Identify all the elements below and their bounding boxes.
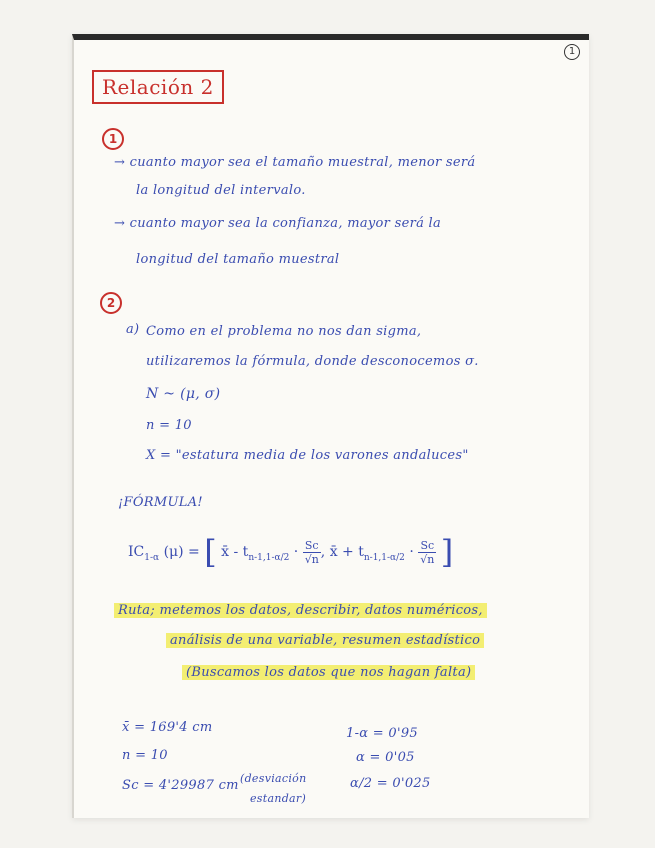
formula-dot-1: · bbox=[293, 544, 299, 560]
formula-lhs-sub: 1-α bbox=[144, 552, 160, 563]
part-a-line-2: utilizaremos la fórmula, donde desconocemos σ. bbox=[146, 354, 479, 369]
formula-dot-2: · bbox=[409, 544, 414, 560]
formula-term-2: x̄ + t bbox=[329, 544, 364, 560]
sample-size-value: n = 10 bbox=[122, 748, 168, 763]
confidence-level: 1-α = 0'95 bbox=[346, 726, 418, 741]
section-1-number: 1 bbox=[102, 128, 124, 150]
section-1-line-3: → cuanto mayor sea la confianza, mayor será la bbox=[114, 216, 442, 231]
formula-lhs-arg: (μ) = bbox=[163, 544, 200, 560]
variable-definition: X = "estatura media de los varones andaluces" bbox=[146, 448, 469, 463]
alpha-value: α = 0'05 bbox=[356, 750, 415, 765]
formula-comma: , bbox=[320, 544, 326, 560]
formula-fraction-2: $\frac{Sc}{√n}$ bbox=[420, 538, 435, 566]
formula-fraction-1: $\frac{Sc}{√n}$ bbox=[304, 538, 319, 566]
sample-std: Sc = 4'29987 cm bbox=[122, 778, 239, 793]
sample-mean: x̄ = 169'4 cm bbox=[122, 720, 213, 735]
confidence-interval-formula: $IC_{1-\alpha}$ (μ) = [ x̄ - $t_{n-1,1-\alpha/2}$ · $\frac{Sc}{√n}$ , x̄ + $t_{n-1,1-\alpha/2}$ · $\frac{Sc}{√n}$ ] bbox=[128, 533, 454, 571]
section-1-line-2: la longitud del intervalo. bbox=[136, 183, 306, 198]
half-alpha-value: α/2 = 0'025 bbox=[350, 776, 431, 791]
page-title: Relación 2 bbox=[92, 70, 224, 104]
std-note-2: estandar) bbox=[250, 792, 307, 805]
route-line-3: (Buscamos los datos que nos hagan falta) bbox=[182, 665, 475, 680]
route-line-1: Ruta; metemos los datos, describir, datos numéricos, bbox=[114, 603, 487, 618]
formula-term-1: x̄ - t bbox=[221, 544, 249, 560]
route-line-2: análisis de una variable, resumen estadístico bbox=[166, 633, 484, 648]
formula-lhs: IC bbox=[128, 544, 145, 560]
section-1-line-1: → cuanto mayor sea el tamaño muestral, menor será bbox=[114, 155, 476, 170]
section-1-line-4: longitud del tamaño muestral bbox=[136, 252, 340, 267]
formula-label: ¡FÓRMULA! bbox=[118, 495, 203, 510]
distribution: N ~ (μ, σ) bbox=[146, 386, 221, 402]
formula-t-sub-2: n-1,1-α/2 bbox=[363, 552, 405, 563]
std-note-1: (desviación bbox=[240, 772, 307, 785]
formula-t-sub-1: n-1,1-α/2 bbox=[248, 552, 290, 563]
sample-size: n = 10 bbox=[146, 418, 192, 433]
notebook-page bbox=[72, 34, 589, 818]
section-2-number: 2 bbox=[100, 292, 122, 314]
page-number: 1 bbox=[564, 44, 580, 60]
part-a-line-1: Como en el problema no nos dan sigma, bbox=[146, 324, 422, 339]
part-a-label: a) bbox=[126, 322, 140, 337]
